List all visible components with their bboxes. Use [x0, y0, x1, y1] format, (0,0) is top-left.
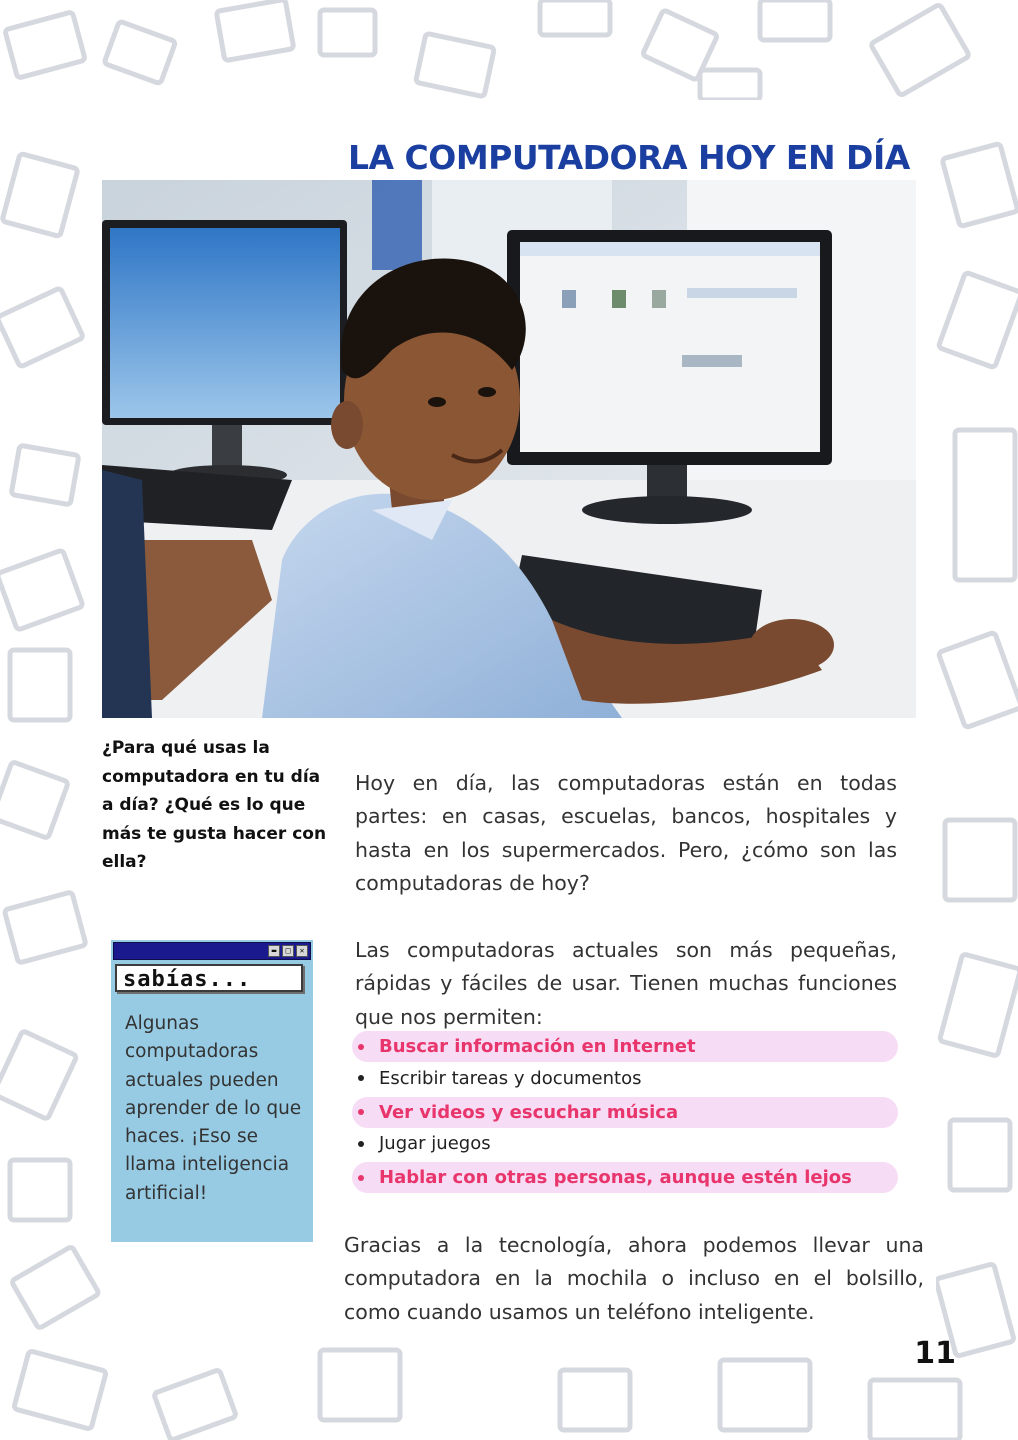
features-paragraph: Las computadoras actuales son más pequeñas, rápidas y fáciles de usar. Tienen muchas funciones que nos permiten: — [355, 937, 897, 1029]
did-you-know-heading: sabías... — [115, 964, 303, 992]
window-buttons — [268, 945, 308, 957]
list-item: Hablar con otras personas, aunque estén lejos — [352, 1162, 898, 1193]
page-title: LA COMPUTADORA HOY EN DÍA — [348, 138, 910, 178]
minimize-icon: ▬ — [268, 945, 280, 957]
closing-paragraph: Gracias a la tecnología, ahora podemos llevar una computadora en la mochila o incluso en el bolsillo, como cuando usamos un teléfono inteligente. — [344, 1232, 924, 1324]
did-you-know-text: Algunas computadoras actuales pueden aprender de lo que haces. ¡Eso se llama inteligencia artificial! — [125, 1013, 302, 1204]
list-item: Escribir tareas y documentos — [352, 1066, 898, 1091]
bullet-icon — [358, 1075, 364, 1081]
maximize-icon: □ — [282, 945, 294, 957]
window-titlebar — [113, 942, 311, 960]
bullet-icon — [358, 1141, 364, 1147]
close-icon: ✕ — [296, 945, 308, 957]
bullet-icon — [358, 1044, 364, 1050]
classroom-photo — [102, 180, 916, 718]
functions-list — [352, 1031, 898, 1219]
intro-paragraph: Hoy en día, las computadoras están en todas partes: en casas, escuelas, bancos, hospitales y hasta en los supermercados. Pero, ¿cómo son las computadoras de hoy? — [355, 770, 897, 895]
bullet-icon — [358, 1175, 364, 1181]
page-number: 11 — [914, 1336, 956, 1371]
list-item: Buscar información en Internet — [352, 1031, 898, 1062]
sidebar-question: ¿Para qué usas la computadora en tu día a día? ¿Qué es lo que más te gusta hacer con ella? — [102, 738, 327, 872]
list-item: Jugar juegos — [352, 1131, 898, 1156]
list-item: Ver videos y escuchar música — [352, 1097, 898, 1128]
did-you-know-box — [111, 940, 313, 1242]
bullet-icon — [358, 1109, 364, 1115]
